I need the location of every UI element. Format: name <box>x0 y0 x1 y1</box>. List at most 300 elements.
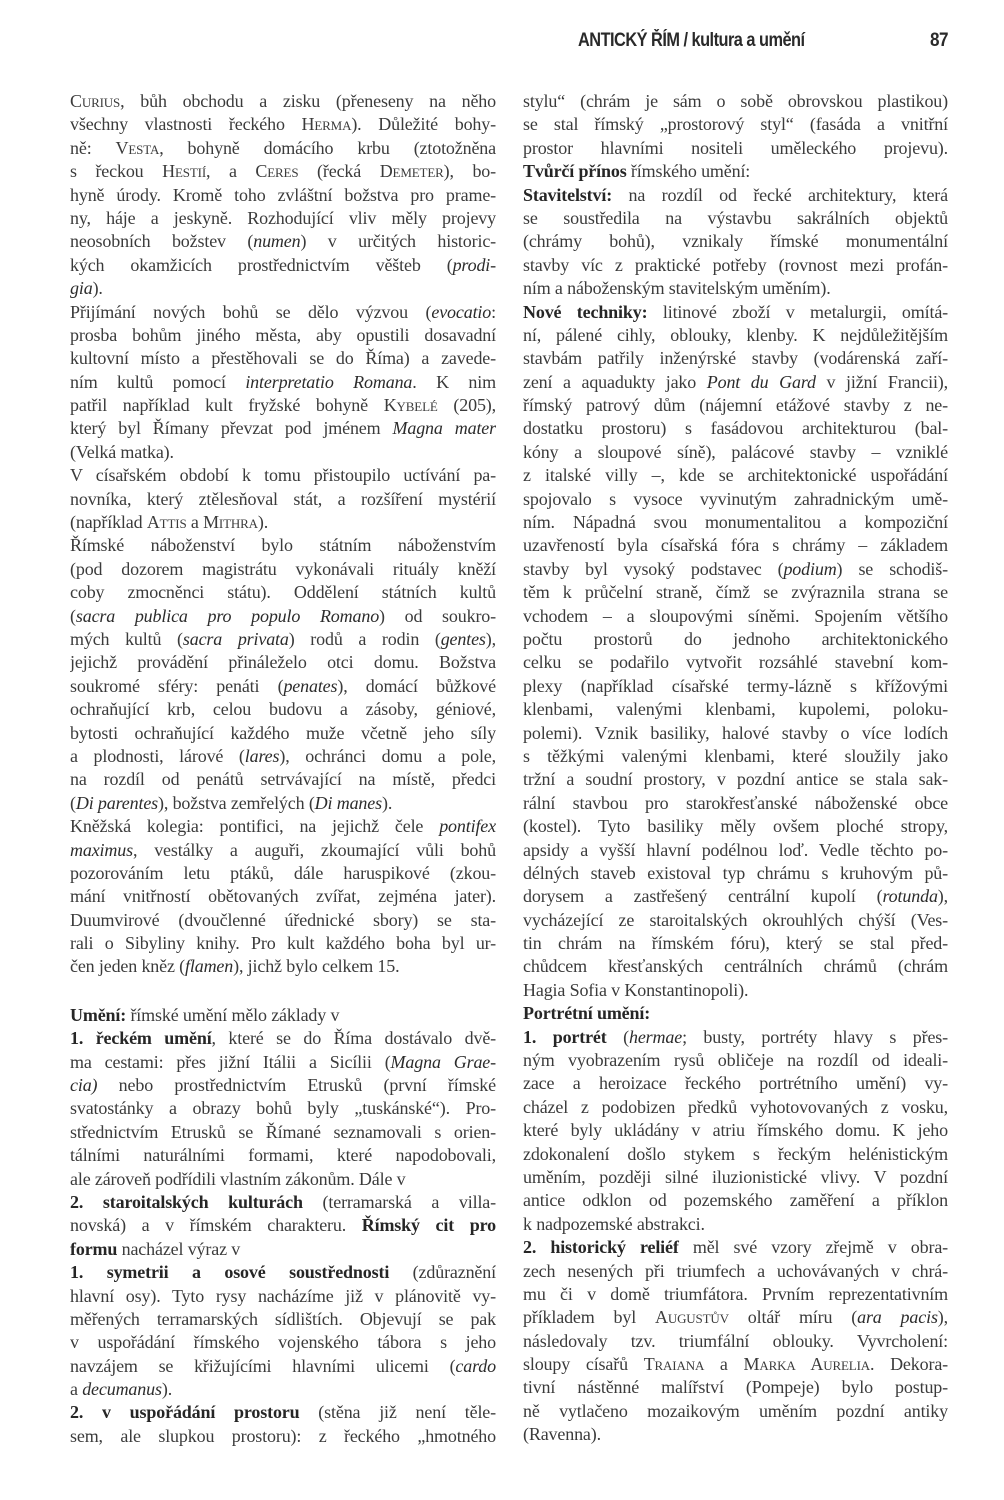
text-run: Přijímání nových bohů se dělo výzvou ( <box>70 301 432 322</box>
text-line <box>523 417 948 440</box>
text-run: ním kultů pomocí <box>70 371 246 392</box>
text-run: nebo prostřednictvím Etrusků (první římské <box>97 1075 496 1096</box>
italic-term: gentes <box>440 628 486 649</box>
text-run: ), <box>937 886 948 907</box>
text-line <box>70 698 496 721</box>
text-line <box>70 184 496 207</box>
text-run: ). Důležité bohy- <box>351 114 496 135</box>
italic-term: lares <box>244 745 280 766</box>
text-line <box>70 1168 496 1191</box>
bold-term: 1. symetrii a osové soustřednosti <box>70 1262 390 1283</box>
text-run: a <box>186 512 204 533</box>
text-line <box>70 347 496 370</box>
text-run: Duumvirové (dvoučlenné úřednické sbory) se sta- <box>70 909 496 930</box>
text-run: coby zmocněnci státu). Oddělení státních kultů <box>70 582 496 603</box>
text-run: měl své vzory zřejmě v obra- <box>678 1237 948 1258</box>
text-line <box>523 534 948 557</box>
text-line <box>523 371 948 394</box>
text-run: dostatku prostoru) s fasádovou architekturou (bal- <box>523 418 948 439</box>
text-line <box>523 254 948 277</box>
text-run: (zdůraznění <box>389 1262 496 1283</box>
text-run: nacházel výraz v <box>117 1238 241 1259</box>
italic-term: decumanus <box>82 1379 162 1400</box>
bold-term: Stavitelství: <box>523 184 613 205</box>
text-line <box>70 371 496 394</box>
text-line <box>70 488 496 511</box>
text-run: sloupy císařů <box>523 1354 644 1375</box>
text-run: následovaly tzv. triumfální oblouky. Vyvrcholení: <box>523 1330 948 1351</box>
text-line <box>523 1119 948 1142</box>
text-run: ), božstva zemřelých ( <box>158 792 315 813</box>
bold-term: formu <box>70 1238 118 1259</box>
text-line <box>523 885 948 908</box>
text-run: (Velká matka). <box>70 441 174 462</box>
text-line <box>523 1002 948 1025</box>
small-caps-name: Augustův <box>654 1307 729 1328</box>
text-line <box>70 113 496 136</box>
text-line <box>70 1378 496 1401</box>
small-caps-name: Ceres <box>255 161 299 182</box>
text-line <box>70 1261 496 1284</box>
small-caps-name: Hestií <box>162 161 206 182</box>
text-run: , bohyně domácího krbu (ztotožněna <box>159 137 496 158</box>
small-caps-name: Vesta <box>115 137 160 158</box>
text-run: (pod dozorem magistrátu vykonávali rituály kněží <box>70 558 496 579</box>
text-line <box>523 184 948 207</box>
text-run: soukromé sféry: penáti ( <box>70 675 284 696</box>
small-caps-name: Marka Aurelia <box>743 1354 870 1375</box>
text-line <box>70 230 496 253</box>
italic-term: maximus <box>70 839 133 860</box>
text-line <box>70 1144 496 1167</box>
text-line <box>523 955 948 978</box>
text-run: vycházející ze staroitalských okrouhlých chýší (Ves- <box>523 909 948 930</box>
bold-term: Tvůrčí přínos <box>523 161 627 182</box>
text-run: ny, háje a jeskyně. Rozhodující vliv měly projevy <box>70 207 496 228</box>
text-line <box>523 605 948 628</box>
text-run: ) v určitých historic- <box>300 231 496 252</box>
text-line <box>523 745 948 768</box>
text-line <box>523 113 948 136</box>
bold-term: 2. v uspořádání prostoru <box>70 1402 300 1423</box>
text-run: , a <box>206 161 256 182</box>
text-run: (terramarská a villa- <box>302 1191 496 1212</box>
text-line <box>523 698 948 721</box>
text-run: V císařském období k tomu přistoupilo uctívání pa- <box>70 465 496 486</box>
text-run: počtu prostorů do jednoho architektonického <box>523 628 948 649</box>
text-run: novníka, který ztělesňoval stát, a rozšíření mystérií <box>70 488 496 509</box>
text-line <box>70 90 496 113</box>
bold-term: 2. staroitalských kulturách <box>70 1191 303 1212</box>
text-run: zení a aquadukty jako <box>523 371 707 392</box>
text-line <box>70 207 496 230</box>
text-line <box>523 1376 948 1399</box>
text-run: délných staveb existoval typ chrámu s kruhovým pů- <box>523 862 948 883</box>
text-line <box>523 441 948 464</box>
text-run: celku se podařilo vytvořit rozsáhlé stavební kom- <box>523 652 948 673</box>
text-run: ). <box>92 278 103 299</box>
text-run: v uspořádání římského vojenského tábora s jeho <box>70 1332 496 1353</box>
small-caps-name: Attis <box>146 512 187 533</box>
text-line <box>523 628 948 651</box>
text-line <box>70 301 496 324</box>
text-run: (chrámy bohů), vznikaly římské monumentální <box>523 231 948 252</box>
text-line <box>523 909 948 932</box>
text-line <box>523 1400 948 1423</box>
text-line <box>523 488 948 511</box>
italic-term: Magna mater <box>392 418 496 439</box>
text-run: s řeckou <box>70 161 163 182</box>
text-line <box>70 792 496 815</box>
text-run: neosobních božstev ( <box>70 231 254 252</box>
text-run: ) se schodiš- <box>836 558 948 579</box>
small-caps-name: Mithra <box>203 512 258 533</box>
text-run: jejichž provádění přináleželo otci domu. Božstva <box>70 652 496 673</box>
text-line <box>523 1143 948 1166</box>
text-run: stavbám patřily inženýrské stavby (vodárenská zaří- <box>523 348 948 369</box>
text-line <box>523 1353 948 1376</box>
text-line <box>523 722 948 745</box>
text-run: tálními naturálními formami, které napodobovali, <box>70 1145 496 1166</box>
text-run: polemi). Vznik basiliky, halové stavby o více lodích <box>523 722 948 743</box>
text-line <box>523 1049 948 1072</box>
text-line <box>70 651 496 674</box>
text-line <box>70 558 496 581</box>
text-run: příkladem byl <box>523 1307 655 1328</box>
text-line <box>70 862 496 885</box>
small-caps-name: Demeter <box>379 161 444 182</box>
text-run: na rozdíl od řecké architektury, která <box>612 184 948 205</box>
text-run: patřil například kult fryžské bohyně <box>70 395 384 416</box>
text-line <box>70 885 496 908</box>
small-caps-name: Traiana <box>643 1354 705 1375</box>
text-run: litinové zboží v metalurgii, omítá- <box>647 301 948 322</box>
text-line <box>70 324 496 347</box>
text-run: střednictvím Etrusků se Římané seznamovali s orien- <box>70 1121 496 1142</box>
text-run: tin chrám na římském fóru), který se stal před- <box>523 933 948 954</box>
text-line <box>523 1306 948 1329</box>
text-run: : <box>491 301 496 322</box>
text-line <box>523 558 948 581</box>
text-line <box>523 394 948 417</box>
text-run: spojovalo s vysoce vyvinutým zahradnickým umě- <box>523 488 948 509</box>
text-run: a plodnosti, lárové ( <box>70 745 245 766</box>
text-line <box>70 1097 496 1120</box>
page-number: 87 <box>930 30 948 51</box>
text-run: pozorováním letu ptáků, dále haruspikové (zkou- <box>70 862 496 883</box>
text-line <box>523 90 948 113</box>
text-run: těm k průčelní straně, čímž se zvýraznila strana se <box>523 582 948 603</box>
text-run: novská) a v římském charakteru. <box>70 1215 362 1236</box>
text-line <box>70 394 496 417</box>
text-line <box>523 792 948 815</box>
text-run: ; busty, portréty hlavy s přes- <box>682 1026 948 1047</box>
text-line <box>70 605 496 628</box>
italic-term: flamen <box>185 956 234 977</box>
text-run: římský patrový dům (nájemní etážové stavby z ne- <box>523 395 948 416</box>
text-column-left <box>70 90 496 1448</box>
text-line <box>70 1027 496 1050</box>
text-run: apsidy a vyšší hlavní podélnou loď. Vedle těchto po- <box>523 839 948 860</box>
text-line <box>70 1308 496 1331</box>
italic-term: prodi- <box>452 254 496 275</box>
bold-term: 2. historický reliéf <box>523 1237 679 1258</box>
text-run: ma cestami: přes jižní Itálii a Sicílii ( <box>70 1051 391 1072</box>
text-line <box>523 230 948 253</box>
small-caps-name: Herma <box>301 114 352 135</box>
text-run: ), jichž bylo celkem 15. <box>233 956 400 977</box>
text-run: prostor hlavními nositeli uměleckého projevu). <box>523 137 948 158</box>
text-run: který byl Římany převzat pod jménem <box>70 418 393 439</box>
text-run: plexy (například císařské termy-lázně s křížovými <box>523 675 948 696</box>
text-run: ným vyobrazením rysů obličeje na rozdíl od ideali- <box>523 1050 948 1071</box>
text-run: dorysem a zastřešený centrální kupolí ( <box>523 886 883 907</box>
text-run: uzavřeností byla císařská fóra s chrámy – základem <box>523 535 948 556</box>
text-line <box>523 979 948 1002</box>
text-run: (řecká <box>298 161 380 182</box>
text-line <box>523 815 948 838</box>
italic-term: Di parentes <box>75 792 159 813</box>
text-line <box>523 277 948 300</box>
text-run: ní, pálené cihly, oblouky, klenby. K nejdůležitějším <box>523 324 948 345</box>
italic-term: gia <box>70 278 93 299</box>
text-line <box>523 932 948 955</box>
text-run: ), domácí bůžkové <box>337 675 496 696</box>
text-line <box>70 254 496 277</box>
running-header-title: ANTICKÝ ŘÍM / kultura a umění <box>578 30 805 51</box>
text-run: svatostánky a obrazy bohů byly „tuskánské“). Pro- <box>70 1098 496 1119</box>
text-run: ), ochránci domu a pole, <box>279 745 496 766</box>
text-run: bytosti ochraňující každého muže včetně jeho síly <box>70 722 496 743</box>
bold-term: Portrétní umění: <box>523 1003 651 1024</box>
text-run: ) od soukro- <box>379 605 496 626</box>
text-line <box>523 1423 948 1446</box>
text-run: ). <box>257 512 269 533</box>
text-line <box>523 1072 948 1095</box>
text-line <box>70 815 496 838</box>
text-run: (205), <box>437 395 496 416</box>
text-run: které byly ukládány v atriu římského domu. K jeho <box>523 1120 948 1141</box>
text-run: (stěna již není těle- <box>299 1402 496 1423</box>
text-line <box>70 417 496 440</box>
text-line <box>523 651 948 674</box>
text-line <box>70 581 496 604</box>
text-line <box>523 1236 948 1259</box>
text-run: mých kultů ( <box>70 628 183 649</box>
text-run: ně: <box>70 137 116 158</box>
text-run: ). <box>161 1379 173 1400</box>
italic-term: podium <box>783 558 837 579</box>
text-line <box>70 1355 496 1378</box>
italic-term: evocatio <box>431 301 492 322</box>
italic-term: sacra publica pro populo Romano <box>75 605 380 626</box>
text-run: , které se do Říma dostávalo dvě- <box>211 1028 496 1049</box>
italic-term: Di manes <box>314 792 382 813</box>
italic-term: ara pacis <box>857 1307 938 1328</box>
text-run: ), bo- <box>443 161 496 182</box>
text-line <box>70 1051 496 1074</box>
text-run: sem, ale slupkou prostoru): z řeckého „hmotného <box>70 1425 496 1446</box>
text-line <box>523 1213 948 1236</box>
text-line <box>70 909 496 932</box>
text-line <box>523 464 948 487</box>
italic-term: penates <box>283 675 338 696</box>
italic-term: numen <box>253 231 301 252</box>
text-line <box>70 1004 496 1027</box>
bold-term: Římský cit pro <box>361 1215 496 1236</box>
text-run: navzájem se křižujícími hlavními ulicemi ( <box>70 1355 456 1376</box>
running-header <box>560 26 948 58</box>
bold-term: Nové techniky: <box>523 301 648 322</box>
text-line <box>523 1096 948 1119</box>
text-run: hyně úrody. Kromě toho zvláštní božstva pro prame- <box>70 184 496 205</box>
text-run: , bůh obchodu a zisku (přeneseny na něho <box>120 91 496 111</box>
text-run: ), <box>937 1307 948 1328</box>
text-line <box>523 1166 948 1189</box>
text-line <box>523 137 948 160</box>
text-run: z italské villy –, kde se architektonické uspořádání <box>523 465 948 486</box>
text-run: zdokonalení došlo stykem s řeckým helénistickým <box>523 1143 948 1164</box>
text-line <box>70 1121 496 1144</box>
text-run: , vestálky a auguři, zkoumající vůli bohů <box>132 839 496 860</box>
text-run: na rozdíl od penátů setrvávající na místě, předci <box>70 769 496 790</box>
text-line <box>523 581 948 604</box>
text-run: se soustředila na výstavbu sakrálních objektů <box>523 207 948 228</box>
text-line <box>523 160 948 183</box>
text-line <box>523 839 948 862</box>
text-line <box>70 1238 496 1261</box>
text-run: ním a náboženským stavitelským uměním). <box>523 278 831 299</box>
text-run: Římské náboženství bylo státním náboženstvím <box>70 535 496 556</box>
text-line <box>70 1425 496 1448</box>
text-run: prosba bohům jiného města, aby opustili dosavadní <box>70 324 496 345</box>
text-run: zech nesených při triumfech a uchovávaných v chrá- <box>523 1260 948 1281</box>
text-run: a <box>70 1379 83 1400</box>
text-line <box>70 1331 496 1354</box>
text-line <box>70 932 496 955</box>
text-line <box>70 137 496 160</box>
text-run: . Dekora- <box>869 1354 948 1375</box>
text-run: kých okamžicích prostřednictvím věšteb ( <box>70 254 453 275</box>
text-line <box>523 347 948 370</box>
small-caps-name: Kybelé <box>383 395 438 416</box>
text-run: v jižní Francii), <box>815 371 948 392</box>
text-line <box>523 768 948 791</box>
text-run: k nadpozemské abstrakci. <box>523 1213 705 1234</box>
text-run: měřených terramarských sídlištích. Objevují se pak <box>70 1308 496 1329</box>
text-column-right <box>523 90 948 1447</box>
text-run: čen jeden kněz ( <box>70 956 186 977</box>
italic-term: pontifex <box>439 816 496 837</box>
text-line <box>523 1260 948 1283</box>
text-run: všechny vlastnosti řeckého <box>70 114 302 135</box>
text-run: stylu“ (chrám je sám o sobě obrovskou plastikou) <box>523 91 948 111</box>
text-line <box>70 722 496 745</box>
bold-term: 1. portrét <box>523 1026 607 1047</box>
text-line <box>523 862 948 885</box>
text-line <box>70 277 496 300</box>
italic-term: cia) <box>70 1075 98 1096</box>
italic-term: rotunda <box>882 886 938 907</box>
text-run: ), <box>485 628 496 649</box>
italic-term: cardo <box>455 1355 496 1376</box>
text-run: . K nim <box>412 371 496 392</box>
text-run: kultovní místo a přestěhovali se do Říma) a zavede- <box>70 348 496 369</box>
text-run: stavby byl vysoký podstavec ( <box>523 558 784 579</box>
text-line <box>70 628 496 651</box>
text-run: Hagia Sofia v Konstantinopoli). <box>523 979 749 1000</box>
text-line <box>523 1189 948 1212</box>
text-run: chůdcem křesťanských centrálních chrámů (chrám <box>523 956 948 977</box>
italic-term: Pont du Gard <box>706 371 816 392</box>
text-line <box>70 768 496 791</box>
paragraph-gap <box>70 979 496 1004</box>
italic-term: hermae <box>628 1026 683 1047</box>
text-line <box>523 511 948 534</box>
text-line <box>70 1191 496 1214</box>
text-line <box>70 745 496 768</box>
text-run: (Ravenna). <box>523 1424 601 1445</box>
bold-term: Umění: <box>70 1004 127 1025</box>
text-line <box>70 441 496 464</box>
text-run: (například <box>70 512 147 533</box>
text-run: oltář míru ( <box>728 1307 858 1328</box>
text-run: (kostel). Tyto basiliky měly ovšem ploché stropy, <box>523 816 948 837</box>
text-run: uměním, později silné iluzionistické vlivy. V pozdní <box>523 1166 948 1187</box>
text-run: zace a heroizace řeckého portrétního umění) vy- <box>523 1073 948 1094</box>
text-line <box>70 1285 496 1308</box>
italic-term: interpretatio Romana <box>245 371 413 392</box>
text-run: tivní nástěnné malířství (Pompeje) bylo postup- <box>523 1377 948 1398</box>
text-line <box>70 160 496 183</box>
text-line <box>523 675 948 698</box>
text-run: ) rodů a rodin ( <box>288 628 441 649</box>
bold-term: 1. řeckém umění <box>70 1028 212 1049</box>
italic-term: Magna Grae- <box>390 1051 496 1072</box>
text-run: ně vytlačeno mozaikovým uměním pozdní antiky <box>523 1400 948 1421</box>
text-run: stavby víc z praktické potřeby (rovnost mezi profán- <box>523 254 948 275</box>
text-line <box>70 464 496 487</box>
italic-term: sacra privata <box>182 628 289 649</box>
text-line <box>70 534 496 557</box>
text-run: ( <box>70 605 76 626</box>
text-run: ). <box>381 792 393 813</box>
text-line <box>70 675 496 698</box>
text-run: klenbami, valenými klenbami, kupolemi, poloku- <box>523 699 948 720</box>
text-run: cházel z podobizen předků vyhotovovaných z vosku, <box>523 1096 948 1117</box>
text-line <box>523 207 948 230</box>
text-run: a <box>704 1354 744 1375</box>
text-run: rální stavbou pro starokřesťanské náboženské obce <box>523 792 948 813</box>
text-run: římského umění: <box>626 161 751 182</box>
text-run: se stal římský „prostorový styl“ (fasáda a vnitřní <box>523 114 948 135</box>
text-line <box>70 1401 496 1424</box>
text-line <box>70 511 496 534</box>
text-run: mu či v domě triumfátora. Prvním reprezentativním <box>523 1283 948 1304</box>
text-run: vchodem – a sloupovými síněmi. Spojením většího <box>523 605 948 626</box>
text-run: ( <box>70 792 76 813</box>
text-run: ( <box>606 1026 629 1047</box>
text-run: s těžkými valenými klenbami, které sloužily jako <box>523 745 948 766</box>
text-line <box>523 1026 948 1049</box>
text-run: mání vnitřností obětovaných zvířat, zejména jater). <box>70 886 496 907</box>
text-run: Kněžská kolegia: pontifici, na jejichž čele <box>70 816 440 837</box>
text-line <box>70 955 496 978</box>
text-line <box>523 324 948 347</box>
text-line <box>523 1330 948 1353</box>
text-line <box>70 1214 496 1237</box>
text-run: římské umění mělo základy v <box>126 1004 340 1025</box>
